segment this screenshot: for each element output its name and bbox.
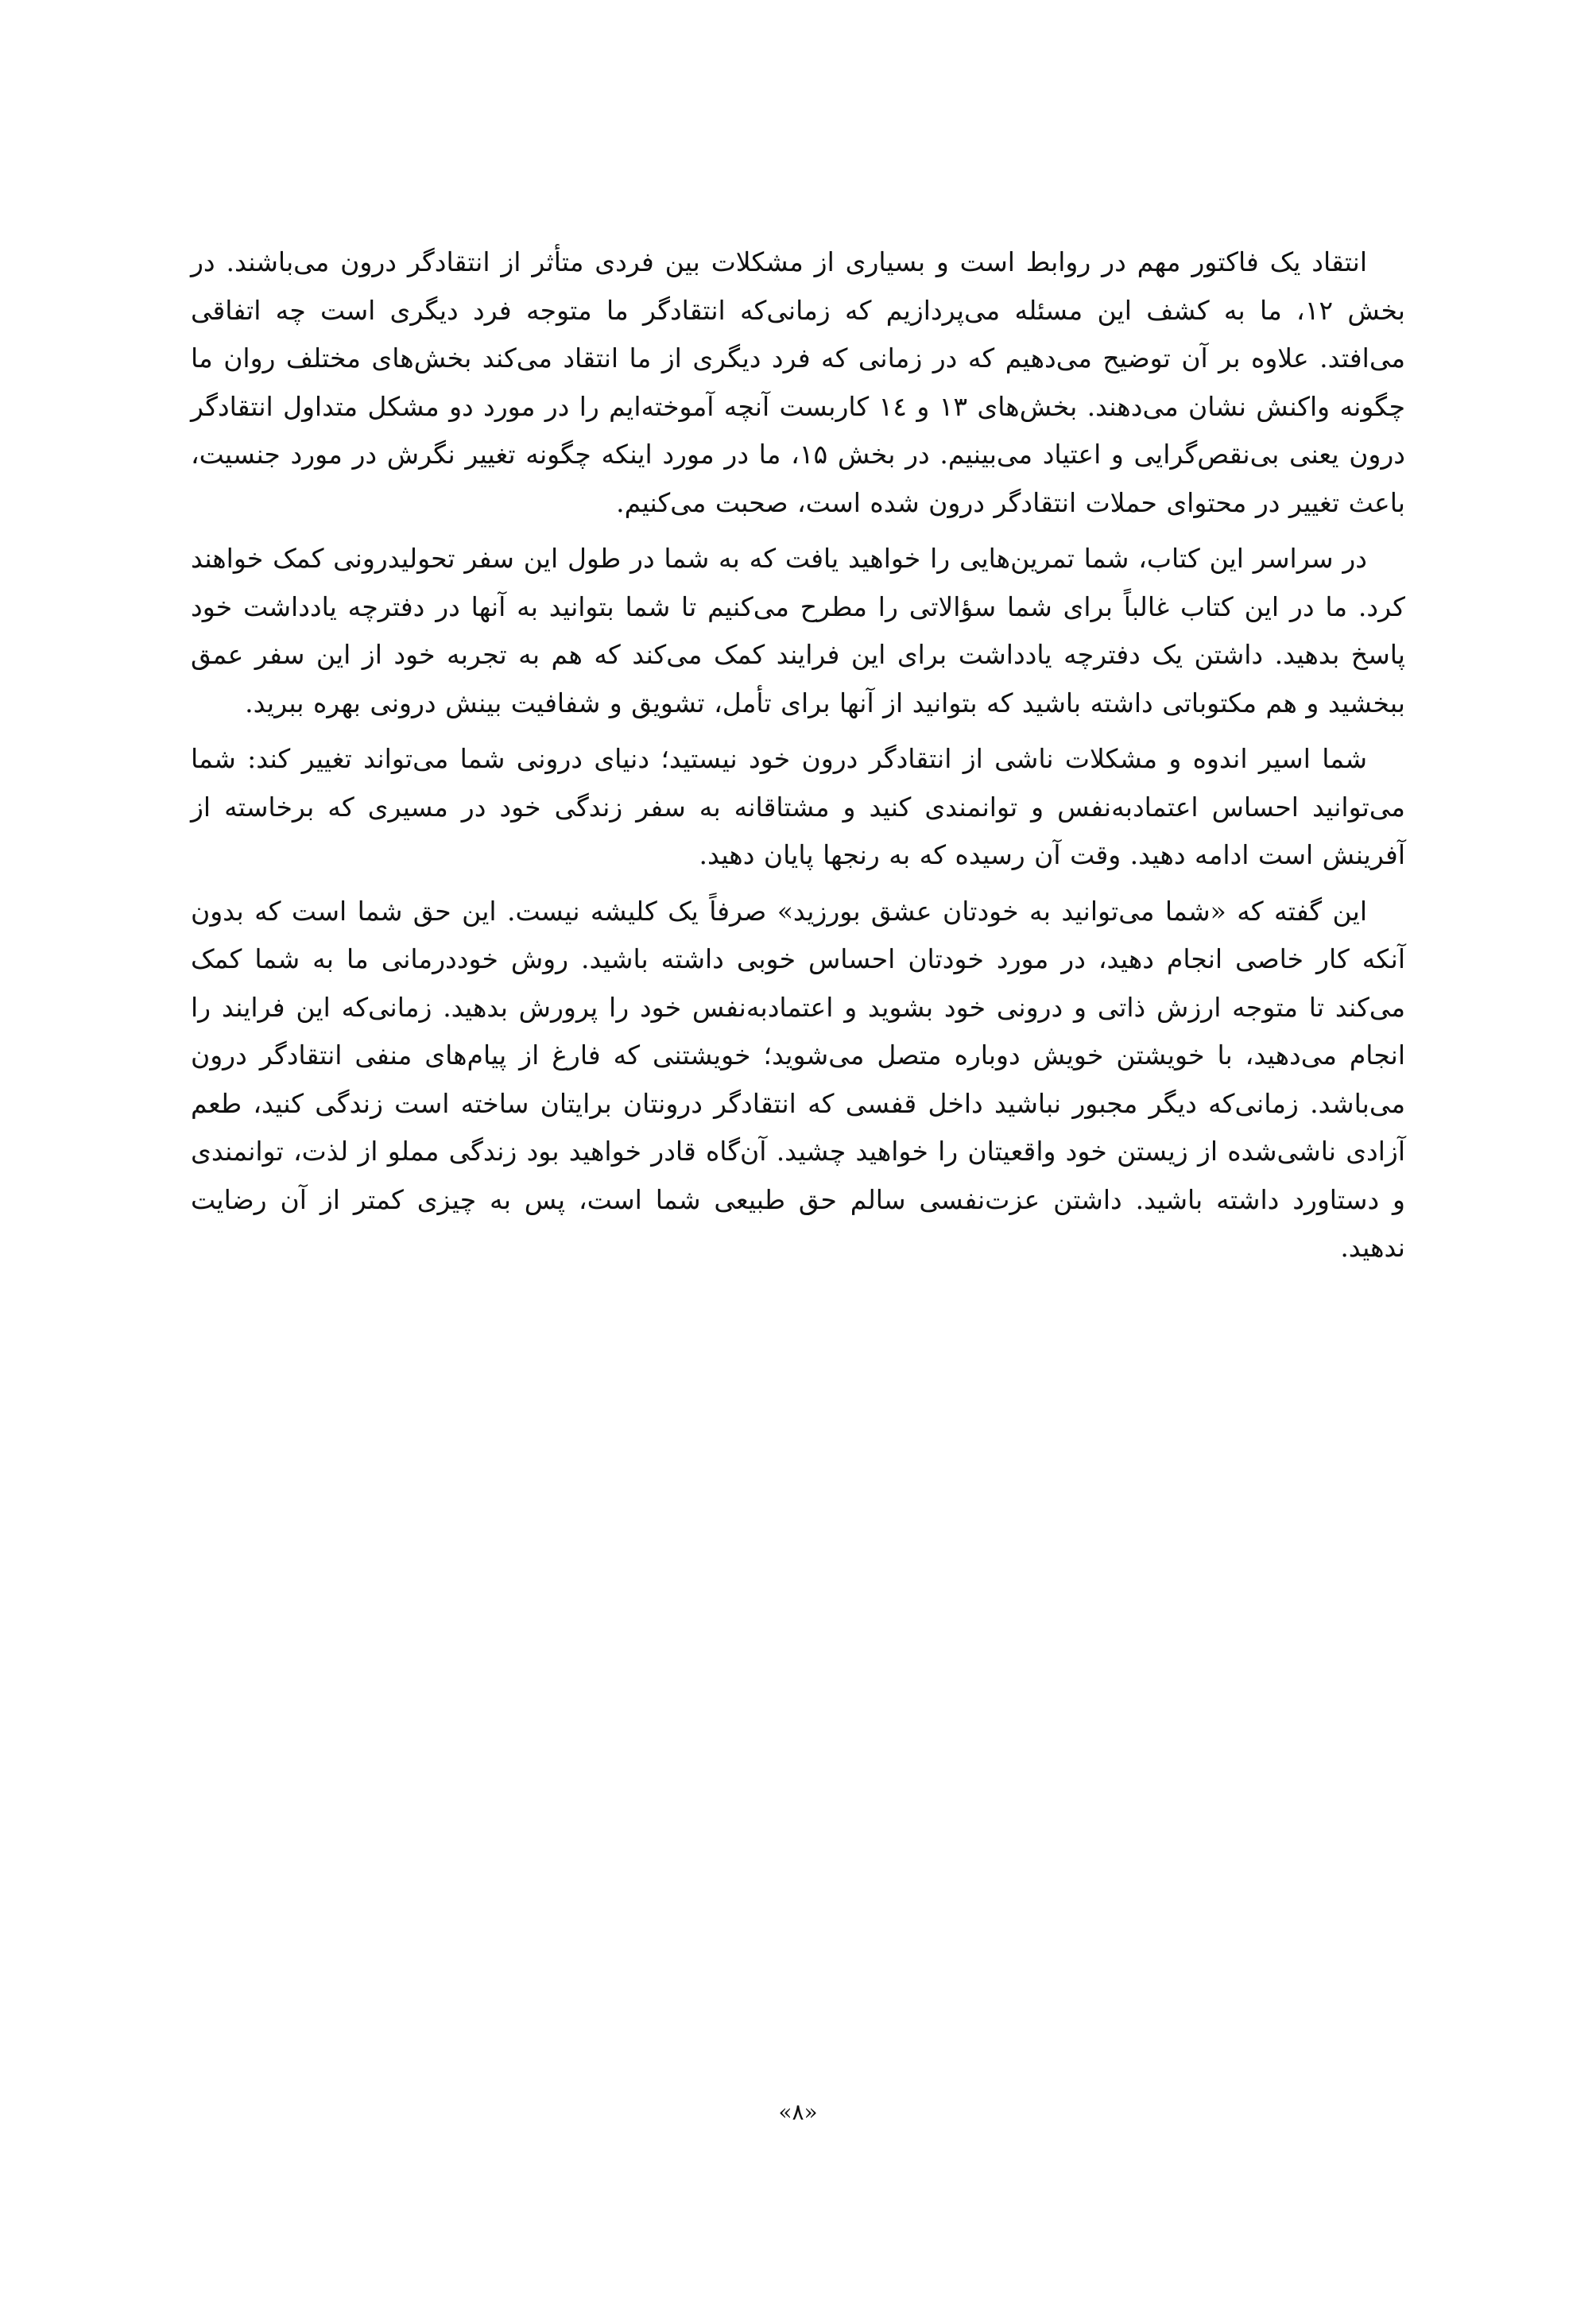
body-text <box>191 238 1405 1280</box>
paragraph-1: انتقاد یک فاکتور مهم در روابط است و بسیاری از مشکلات بین فردی متأثر از انتقادگر درون می‌باشند. در بخش ۱۲، ما به کشف این مسئله می‌پردازیم که زمانی‌که انتقادگر ما متوجه فرد دیگری است چه اتفاقی می‌افتد. علاوه بر آن توضیح می‌دهیم که در زمانی که فرد دیگری از ما انتقاد می‌کند بخش‌های مختلف روان ما چگونه واکنش نشان می‌دهند. بخش‌های ۱۳ و ۱٤ کاربست آنچه آموخته‌ایم را در مورد دو مشکل متداول انتقادگر درون یعنی بی‌نقص‌گرایی و اعتیاد می‌بینیم. در بخش ۱۵، ما در مورد اینکه چگونه تغییر نگرش در مورد جنسیت، باعث تغییر در محتوای حملات انتقادگر درون شده است، صحبت می‌کنیم. <box>191 246 1406 518</box>
paragraph-3: شما اسیر اندوه و مشکلات ناشی از انتقادگر درون خود نیستید؛ دنیای درونی شما می‌تواند تغییر کند: شما می‌توانید احساس اعتمادبه‌نفس و توانمندی کنید و مشتاقانه به سفر زندگی خود در مسیری که برخاسته از آفرینش است ادامه دهید. وقت آن رسیده که به رنجها پایان دهید. <box>191 743 1405 870</box>
paragraph-4: این گفته که «شما می‌توانید به خودتان عشق بورزید» صرفاً یک کلیشه نیست. این حق شما است که بدون آنکه کار خاصی انجام دهید، در مورد خودتان احساس خوبی داشته باشید. روش خوددرمانی ما به شما کمک می‌کند تا متوجه ارزش ذاتی و درونی خود بشوید و اعتمادبه‌نفس خود را پرورش بدهید. زمانی‌که این فرایند را انجام می‌دهید، با خویشتن خویش دوباره متصل می‌شوید؛ خویشتنی که فارغ از پیام‌های منفی انتقادگر درون می‌باشد. زمانی‌که دیگر مجبور نباشید داخل قفسی که انتقادگر درونتان برایتان ساخته است زندگی کنید، طعم آزادی ناشی‌شده از زیستن خود واقعیتان را خواهید چشید. آن‌گاه قادر خواهید بود زندگی مملو از لذت، توانمندی و دستاورد داشته باشید. داشتن عزت‌نفسی سالم حق طبیعی شما است، پس به چیزی کمتر از آن رضایت ندهید. <box>191 895 1405 1263</box>
paragraph-2: در سراسر این کتاب، شما تمرین‌هایی را خواهید یافت که به شما در طول این سفر تحولیدرونی کمک خواهند کرد. ما در این کتاب غالباً برای شما سؤالاتی را مطرح می‌کنیم تا شما بتوانید به آنها در دفترچه یادداشت خود پاسخ بدهید. داشتن یک دفترچه یادداشت برای این فرایند کمک می‌کند که هم به تجربه خود از این سفر عمق ببخشید و هم مکتوباتی داشته باشید که بتوانید از آنها برای تأمل، تشویق و شفافیت بینش درونی بهره ببرید. <box>191 543 1405 718</box>
page-number: «۸» <box>778 2099 818 2125</box>
